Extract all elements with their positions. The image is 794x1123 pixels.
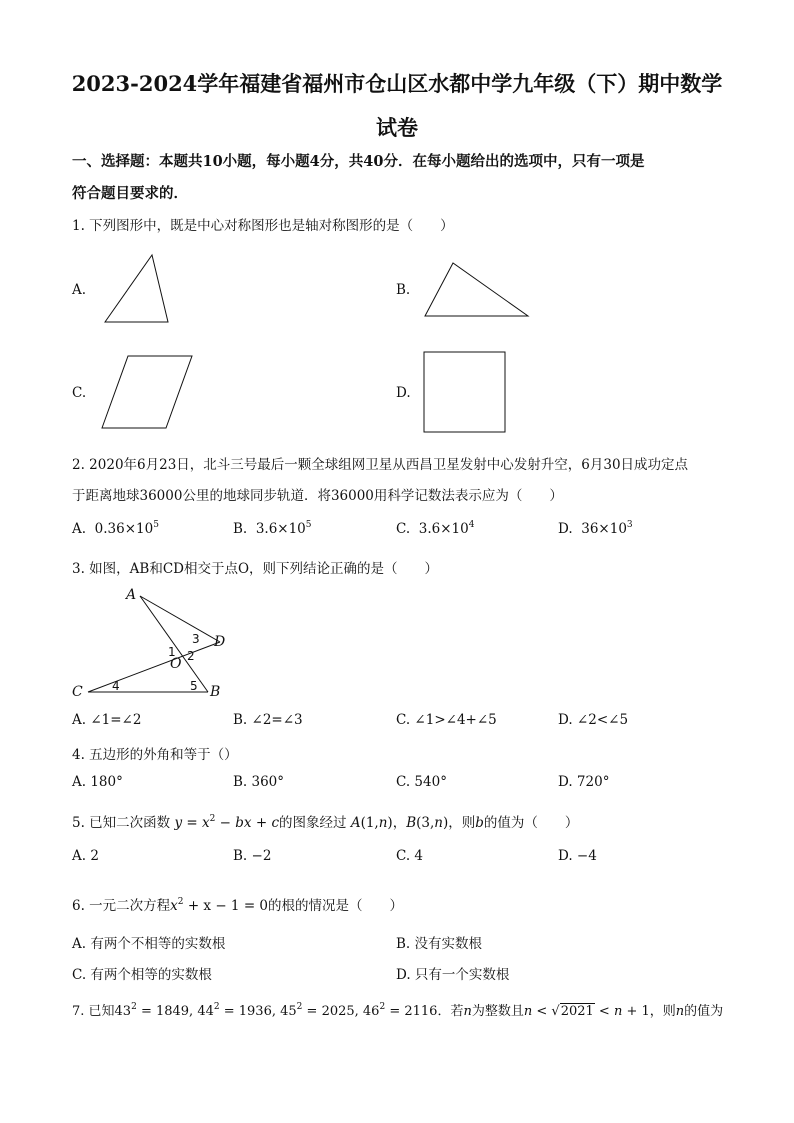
q6-option-d: D. 只有一个实数根 [396, 967, 510, 983]
q1-option-c-parallelogram [98, 352, 198, 434]
q2-option-b: B. $3.6\times 10^5$ [233, 520, 312, 537]
q5-option-b: B. −2 [233, 848, 272, 864]
q6-option-a: A. 有两个不相等的实数根 [72, 936, 226, 952]
point-d-label: D [214, 634, 226, 650]
angle-3-label: 3 [192, 632, 200, 646]
question-4-text: 4. 五边形的外角和等于（） [72, 747, 238, 763]
q5-option-c: C. 4 [396, 848, 424, 864]
q4-option-d: D. 720° [558, 774, 610, 790]
point-b-label: B [210, 684, 221, 700]
angle-5-label: 5 [190, 679, 198, 693]
q5-option-d: D. −4 [558, 848, 597, 864]
q1-option-a-label: A. [72, 282, 87, 298]
q3-option-d: D. ∠2<∠5 [558, 712, 629, 728]
q1-option-a-triangle [100, 250, 180, 330]
q5-option-a: A. 2 [72, 848, 99, 864]
q6-option-b: B. 没有实数根 [396, 936, 483, 952]
q3-option-b: B. ∠2=∠3 [233, 712, 303, 728]
question-1-text: 1. 下列图形中，既是中心对称图形也是轴对称图形的是（ ） [72, 218, 454, 234]
point-o-label: O [170, 656, 182, 672]
q1-option-c-label: C. [72, 385, 87, 401]
question-6-text: 6. 一元二次方程$x^2 + x - 1 = 0$的根的情况是（ ） [72, 897, 404, 914]
page-title: 2023-2024学年福建省福州市仓山区水都中学九年级（下）期中数学 [71, 71, 723, 96]
angle-1-label: 1 [168, 645, 176, 659]
page-title-line2: 试卷 [376, 115, 418, 140]
point-c-label: C [72, 684, 83, 700]
question-3-text: 3. 如图，AB和CD相交于点O，则下列结论正确的是（ ） [72, 561, 439, 577]
q3-figure [60, 580, 240, 705]
q1-option-d-square [420, 350, 510, 436]
segment-ad [140, 596, 220, 642]
q3-option-a: A. ∠1=∠2 [72, 712, 142, 728]
question-2-text-line2: 于距离地球36000公里的地球同步轨道．将36000用科学记数法表示应为（ ） [72, 488, 563, 504]
q6-option-c: C. 有两个相等的实数根 [72, 967, 212, 983]
q1-option-b-label: B. [396, 282, 411, 298]
q4-option-c: C. 540° [396, 774, 447, 790]
question-2-text-line1: 2. 2020年6月23日，北斗三号最后一颗全球组网卫星从西昌卫星发射中心发射升空，6月30日成功定点 [72, 457, 689, 473]
section-header-line2: 符合题目要求的． [72, 185, 188, 202]
q3-option-c: C. ∠1>∠4+∠5 [396, 712, 497, 728]
q1-option-d-label: D. [396, 385, 411, 401]
q4-option-a: A. 180° [72, 774, 123, 790]
question-7-text: 7. 已知$43^2 = 1849$, $44^2 = 1936$, $45^2 = 2025$, $46^2 = 2116$．若n为整数且n < √2021 < n + 1，则n的值为 [72, 1002, 724, 1019]
angle-4-label: 4 [112, 679, 120, 693]
angle-2-label: 2 [187, 649, 195, 663]
question-5-text: 5. 已知二次函数 $y = x^2$ − bx + c的图象经过 A(1,n)，B(3,n)，则b的值为（ ） [72, 814, 579, 831]
q1-option-b-triangle [420, 258, 540, 328]
section-header: 一、选择题：本题共10小题，每小题4分，共40分．在每小题给出的选项中，只有一项是 [72, 153, 645, 170]
q4-option-b: B. 360° [233, 774, 285, 790]
point-a-label: A [126, 587, 137, 603]
q2-option-c: C. $3.6\times 10^4$ [396, 520, 475, 537]
q2-option-d: D. $36\times 10^3$ [558, 520, 633, 537]
q2-option-a: A. $0.36\times 10^5$ [72, 520, 159, 537]
segment-cd [88, 642, 220, 692]
sqrt-radicand: 2021 [560, 1004, 594, 1019]
